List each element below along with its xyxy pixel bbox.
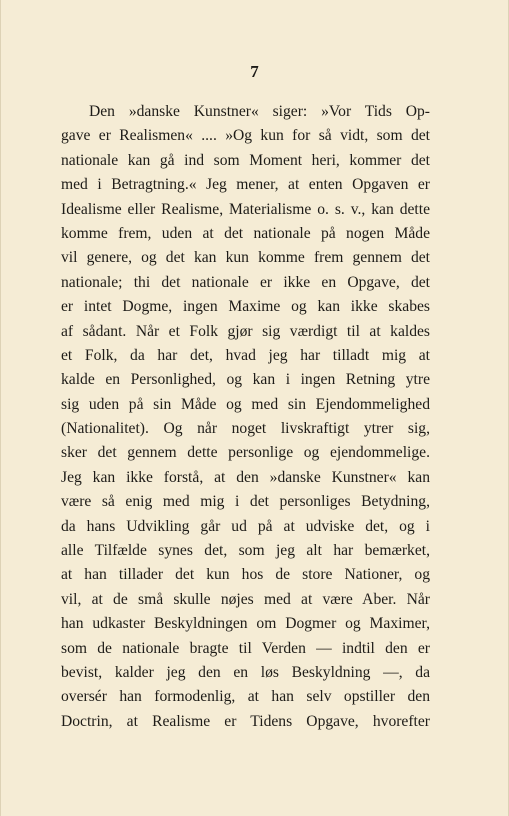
text-line: et Folk, da har det, hvad jeg har tilladt mig at bbox=[61, 346, 430, 364]
text-line: (Nationalitet). Og når noget livskraftigt ytrer sig, bbox=[61, 420, 430, 438]
text-line: da hans Udvikling går ud på at udviske det, og i bbox=[61, 517, 430, 535]
text-line: med i Betragtning.« Jeg mener, at enten Opgaven er bbox=[61, 176, 430, 194]
text-line: vil, at de små skulle nøjes med at være Aber. Når bbox=[61, 590, 430, 608]
text-line: sker det gennem dette personlige og ejendommelige. bbox=[61, 444, 430, 462]
text-line: alle Tilfælde synes det, som jeg alt har bemærket, bbox=[61, 542, 430, 560]
text-line: være så enig med mig i det personliges Betydning, bbox=[61, 493, 430, 511]
text-line: Den »danske Kunstner« siger: »Vor Tids Op- bbox=[89, 103, 430, 120]
text-line: sig uden på sin Måde og med sin Ejendommelighed bbox=[61, 395, 430, 413]
text-line: af sådant. Når et Folk gjør sig værdigt til at kaldes bbox=[61, 322, 430, 340]
text-line: er intet Dogme, ingen Maxime og kan ikke skabes bbox=[61, 298, 430, 316]
text-line: komme frem, uden at det nationale på nogen Måde bbox=[61, 224, 430, 242]
text-line: oversér han formodenlig, at han selv opstiller den bbox=[61, 688, 430, 706]
text-line: at han tillader det kun hos de store Nationer, og bbox=[61, 566, 430, 584]
text-line: vil genere, og det kan kun komme frem gennem det bbox=[61, 249, 430, 267]
text-line: kalde en Personlighed, og kan i ingen Retning ytre bbox=[61, 371, 430, 389]
page-body-text bbox=[61, 100, 430, 734]
text-line: nationale kan gå ind som Moment heri, kommer det bbox=[61, 151, 430, 169]
text-line: han udkaster Beskyldningen om Dogmer og Maximer, bbox=[61, 615, 430, 633]
text-line: nationale; thi det nationale er ikke en Opgave, det bbox=[61, 273, 430, 291]
text-line: Jeg kan ikke forstå, at den »danske Kunstner« kan bbox=[61, 468, 430, 486]
text-line: Doctrin, at Realisme er Tidens Opgave, hvorefter bbox=[61, 712, 430, 730]
text-line: gave er Realismen« .... »Og kun for så vidt, som det bbox=[61, 127, 430, 145]
page-number: 7 bbox=[250, 62, 259, 81]
text-line: som de nationale bragte til Verden — indtil den er bbox=[61, 639, 430, 657]
text-line: bevist, kalder jeg den en løs Beskyldning —, da bbox=[61, 663, 430, 681]
text-line: Idealisme eller Realisme, Materialisme o. s. v., kan dette bbox=[61, 200, 430, 218]
